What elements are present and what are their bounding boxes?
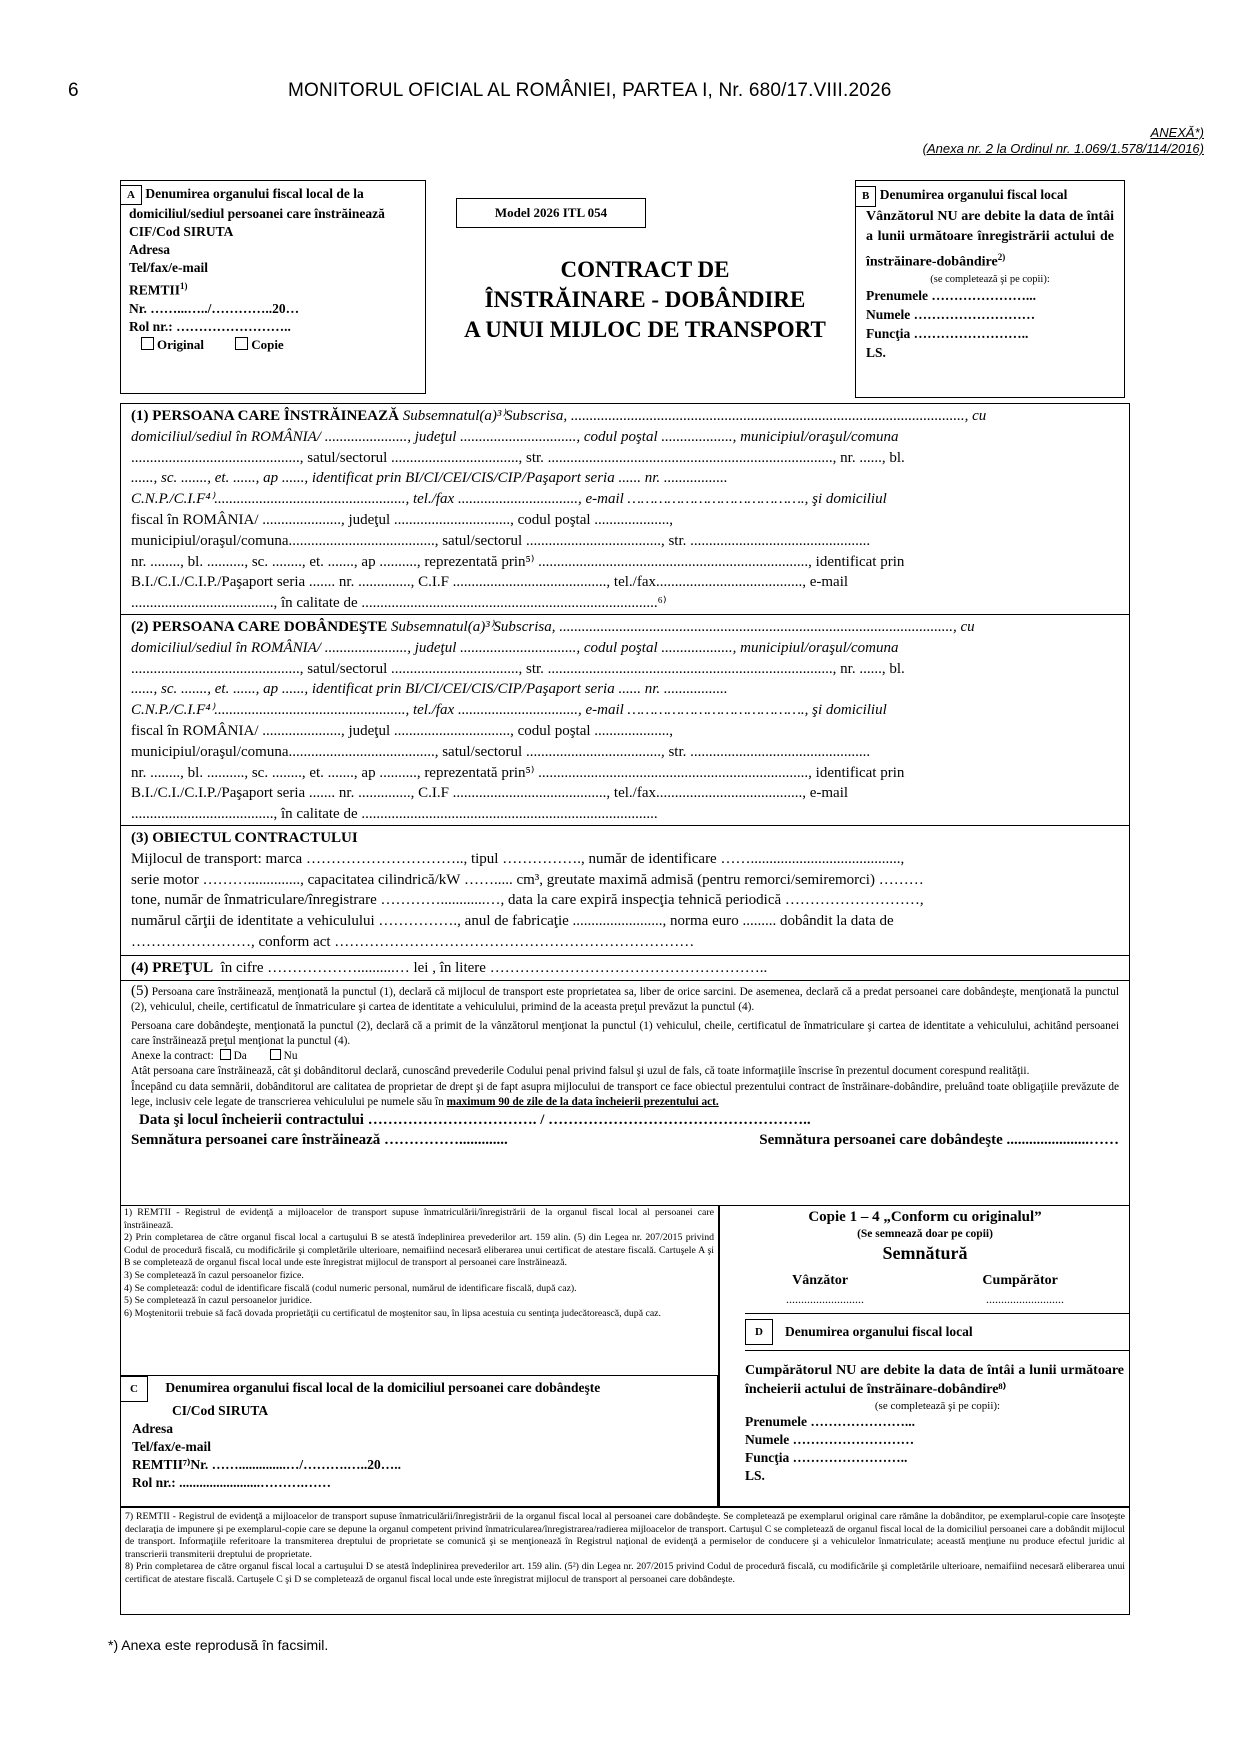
section-1-line-8: B.I./C.I./C.I.P./Paşaport seria ....... nr. .............., C.I.F ........................................., tel./fax......................................., e-mail (131, 574, 849, 591)
box-d-tag: D (745, 1319, 773, 1345)
box-d-note: (se completează şi pe copii): (874, 1400, 1001, 1412)
box-c-remtii: REMTII⁷⁾Nr. ……..............…/……….…..20….. (132, 1457, 401, 1472)
box-d-prenume: Prenumele …………………... (745, 1414, 915, 1429)
box-a-tel: Tel/fax/e-mail (129, 260, 208, 275)
anexe-label: Anexe la contract: (131, 1050, 214, 1063)
section-2-line-3: ......, sc. ......., et. ......, ap ......, identificat prin BI/CI/CEI/CIS/CIP/Paşaport seria ...... nr. ................. (131, 681, 728, 698)
title-line-3: A UNUI MIJLOC DE TRANSPORT (464, 317, 826, 342)
section-5-p4-bold: maximum 90 de zile de la data încheierii prezentului act. (446, 1096, 719, 1109)
footnote-7: 7) REMTII - Registrul de evidenţă a mijloacelor de transport supuse înmatriculării/înregistrării de la organul fiscal local al persoanei care dobândeşte. Se completează pe exemplarul original care rămâne la dobânditor, pe exemplarul-copie care însoţeşte declaraţia de impunere şi pe exemplarul-copie care se depune la organul competent privind înmatricularea/înregistrarea/radierea mijloacelor de transport. Cartuşul C se completează de organul fiscal local de la domiciliul persoanei care a dobândit mijlocul de transport. Informaţiile referitoare la transmiterea dreptului de proprietate se comunică şi se menţionează în Registrul naţional de evidenţă a permiselor de conducere şi a vehiculelor înmatriculate; această menţiune nu produce efectul juridic al transcrierii transmiterii dreptului de proprietate. (125, 1511, 1125, 1560)
copie-cumparator: Cumpărător (982, 1273, 1058, 1288)
box-d-text: Cumpărătorul NU are debite la data de întâi a lunii următoare încheierii actului de înstrăinare-dobândire⁸⁾ (745, 1363, 1124, 1397)
box-d-functia: Funcţia …………………….. (745, 1450, 908, 1465)
section-price (120, 955, 1130, 980)
section-1-heading: (1) PERSOANA CARE ÎNSTRĂINEAZĂ (131, 408, 399, 424)
box-c-ci: CI/Cod SIRUTA (172, 1403, 269, 1418)
section-buyer (120, 614, 1130, 825)
box-c-adresa: Adresa (132, 1421, 174, 1436)
copie-note: (Se semnează doar pe copii) (857, 1228, 993, 1240)
section-2-line-5: fiscal în ROMÂNIA/ ....................., judeţul ..............................., codul poştal ...................., (131, 722, 674, 739)
section-3-line-4: ……………………, conform act ……………………………………………………………… (131, 933, 695, 950)
copie-block (725, 1208, 1125, 1309)
box-a-cif: CIF/Cod SIRUTA (129, 224, 234, 239)
section-2-line-1: domiciliul/sediul în ROMÂNIA/ ......................, judeţul ..............................., codul poştal ..................., municipiul/oraşul/comuna (131, 639, 899, 656)
annex-reference (923, 125, 1204, 157)
section-2-text-0: Subsemnatul(a)³⁾Subscrisa, ........................................................................................................., cu (391, 619, 975, 635)
annex-order: (Anexa nr. 2 la Ordinul nr. 1.069/1.578/114/2016) (922, 141, 1204, 156)
section-2-line-9: ......................................, în calitate de ............................................................................... (131, 806, 658, 823)
box-c-heading: Denumirea organului fiscal local de la domiciliul persoanei care dobândeşte (165, 1380, 601, 1395)
box-b-seller-debts (855, 180, 1125, 398)
box-b-ls: LS. (866, 344, 886, 360)
model-label: Model 2026 ITL 054 (456, 198, 646, 228)
box-a-options (129, 336, 417, 354)
copie-label: Copie (251, 336, 284, 352)
section-3-line-1: serie motor ……….............., capacitatea cilindrică/kW ……..... cm³, greutate maximă admisă (pentru remorci/semiremorci) ……… (131, 871, 924, 888)
section-2-line-2: ............................................., satul/sectorul .................................., str. ............................................................................, nr. ......, bl. (131, 660, 905, 677)
semnatura-dobanditor: Semnătura persoanei care dobândeşte ......................…… (759, 1132, 1119, 1149)
box-a-nr: Nr. ……...…../…………..20… (129, 300, 300, 316)
footnote-2: 2) Prin completarea de către organul fiscal local a cartuşului B se atestă îndeplinirea prevederilor art. 159 alin. (5) din Legea nr. 207/2015 privind Codul de procedură fiscală, cu modificările şi completările ulterioare, nemaifiind necesară eliberarea unui certificat de atestare fiscală. Cartuşele A şi B se completează de organul fiscal local unde este înregistrat mijlocul de transport al persoanei care înstrăinează. (124, 1232, 714, 1269)
section-1-line-5: fiscal în ROMÂNIA/ ....................., judeţul ..............................., codul poştal ...................., (131, 511, 674, 528)
section-4-text: în cifre ………………..........… lei , în litere ……………………………………………….. (220, 960, 768, 976)
signatures-line (131, 1130, 1119, 1150)
page-header-title: MONITORUL OFICIAL AL ROMÂNIEI, PARTEA I, Nr. 680/17.VIII.2026 (288, 80, 892, 101)
anexe-nu-checkbox[interactable] (270, 1049, 281, 1060)
section-1-line-4: C.N.P./C.I.F⁴⁾..................................................., tel./fax ................................, e-mail …………………………………., şi domiciliul (131, 491, 887, 508)
box-d-buyer-debts (745, 1313, 1130, 1507)
section-1-line-9: ......................................, în calitate de ...............................................................................⁶⁾ (131, 595, 667, 612)
box-d-numele: Numele ……………………… (745, 1432, 915, 1447)
copie-signers (725, 1271, 1125, 1290)
document-title (430, 255, 860, 345)
footnotes-bottom (120, 1507, 1130, 1615)
anexe-da-label: Da (233, 1050, 247, 1063)
section-2-line-6: municipiul/oraşul/comuna......................................., satul/sectorul ...................................., str. ................................................ (131, 743, 871, 760)
title-line-2: ÎNSTRĂINARE - DOBÂNDIRE (484, 287, 806, 312)
box-b-text: Vânzătorul NU are debite la data de întâi a lunii următoare înregistrării actului de înstrăinare-dobândire$^{2)}$ (866, 209, 1114, 270)
lower-divider (718, 1205, 720, 1507)
copie-vanzator: Vânzător (792, 1273, 849, 1288)
section-2-line-0 (131, 617, 1119, 638)
section-3-line-0: Mijlocul de transport: marca ………………………….., tipul ……………., număr de identificare ……........................................, (131, 850, 905, 867)
copie-checkbox[interactable] (235, 337, 248, 350)
box-b-prenume: Prenumele …………………... (866, 287, 1036, 303)
box-c-tag: C (120, 1376, 148, 1402)
box-d-heading: Denumirea organului fiscal local (784, 1324, 973, 1339)
copie-sign-lines (725, 1290, 1125, 1309)
section-5-p1 (131, 984, 1119, 1016)
section-object (120, 825, 1130, 955)
box-a-remtii-label: REMTII (129, 282, 181, 298)
section-5-p4 (131, 1080, 1119, 1111)
page-number: 6 (68, 80, 79, 101)
section-5-p2: Persoana care dobândeşte, menţionată la punctul (2), declară că a primit de la vânzătorul menţionat la punctul (1) vehiculul, cheile, certificatul de înmatriculare şi cartea de identitate a vehiculului, achitând persoanei care înstrăinează preţul menţionat la punctul (4). (131, 1019, 1119, 1047)
copie-title: Copie 1 – 4 „Conform cu originalul” (808, 1209, 1042, 1225)
copie-semnatura: Semnătură (882, 1243, 968, 1263)
copie-cumparator-dots: .......................... (986, 1292, 1064, 1306)
section-1-line-2: ............................................., satul/sectorul .................................., str. ............................................................................, nr. ......, bl. (131, 449, 905, 466)
section-1-line-0 (131, 406, 1119, 427)
footnote-1: 1) REMTII - Registrul de evidenţă a mijloacelor de transport supuse înmatriculării/înregistrării de la organul fiscal local al persoanei care înstrăinează. (124, 1207, 714, 1231)
anexe-da-checkbox[interactable] (220, 1049, 231, 1060)
section-5-p1-text: Persoana care înstrăinează, menţionată la punctul (1), declară că mijlocul de transport este proprietatea sa, liber de orice sarcini. De asemenea, declară că a predat persoanei care dobândeşte, menţionată la punctul (2), vehiculul, cheile, certificatul de înmatriculare şi cartea de identitate a vehiculului, primind de la aceasta preţul prevăzut la punctul (4). (131, 986, 1119, 1014)
section-1-line-3: ......, sc. ......., et. ......, ap ......, identificat prin BI/CI/CEI/CIS/CIP/Paşaport seria ...... nr. ................. (131, 470, 728, 487)
footnote-3: 3) Se completează în cazul persoanelor fizice. (124, 1269, 304, 1281)
box-b-tag: B (855, 186, 876, 207)
section-4-heading: (4) PREŢUL (131, 960, 214, 976)
box-d-heading-row (745, 1313, 1130, 1351)
box-a-adresa: Adresa (129, 242, 171, 257)
section-3-line-3: numărul cărţii de identitate a vehiculului ……………., anul de fabricaţie ........................, norma euro ......... dobândit la data de (131, 913, 894, 930)
section-2-line-7: nr. ........, bl. .........., sc. ........, et. ......., ap .........., reprezentată prin⁵⁾ ........................................................................, identificat prin (131, 764, 905, 781)
section-5-p3: Atât persoana care înstrăinează, cât şi dobânditorul declară, cunoscând prevederile Codului penal privind falsul şi uzul de fals, că toate informaţiile înscrise în prezentul document corespund realităţii. (131, 1065, 1030, 1078)
section-3-line-2: tone, număr de înmatriculare/înregistrare …………............…, data la care expiră inspecţia tehnică periodică ………………………, (131, 892, 924, 909)
section-5-p4-text: Începând cu data semnării, dobânditorul are calitatea de proprietar de drept şi de fapt asupra mijlocului de transport ce face obiectul prezentului contract de înstrăinare-dobândire, preluând toate obligaţiile prevăzute de lege, inclusiv cele legate de transcrierea vehiculului pe numele său în (131, 1080, 1119, 1109)
box-a-remtii: REMTII$^{1)}$ (129, 281, 188, 298)
box-d-ls: LS. (745, 1468, 765, 1483)
box-c-heading-row (132, 1379, 705, 1402)
box-b-functia: Funcţia …………………….. (866, 325, 1029, 341)
section-1-line-1: domiciliul/sediul în ROMÂNIA/ ......................, judeţul ..............................., codul poştal ..................., municipiul/oraşul/comuna (131, 428, 899, 445)
box-a-heading-row (129, 185, 417, 223)
section-2-heading: (2) PERSOANA CARE DOBÂNDEŞTE (131, 619, 388, 635)
title-line-1: CONTRACT DE (560, 257, 730, 282)
footnote-8: 8) Prin completarea de către organul fiscal local a cartuşului D se atestă îndeplinirea prevederilor art. 159 alin. (5²) din Legea nr. 207/2015 privind Codul de procedură fiscală, cu modificările şi completările ulterioare, nemaifiind necesară eliberarea unui certificat de atestare fiscală. Cartuşele C şi D se completează de organul fiscal local unde este înregistrat mijlocul de transport al persoanei care dobândeşte. (125, 1561, 1125, 1585)
box-b-text-content: Vânzătorul NU are debite la data de întâi a lunii următoare înregistrării actului de înstrăinare-dobândire (866, 209, 1114, 270)
section-5-num: (5) (131, 983, 149, 999)
box-a-heading: Denumirea organului fiscal local de la domiciliul/sediul persoanei care înstrăinează (129, 186, 385, 221)
data-loc-line: Data şi locul încheierii contractului ……………………………. / …………………………………………….. (139, 1112, 811, 1129)
box-c-buyer-tax-office (120, 1375, 718, 1507)
section-seller (120, 403, 1130, 614)
box-c-tel: Tel/fax/e-mail (132, 1439, 211, 1454)
footnote-6: 6) Moştenitorii trebuie să facă dovada proprietăţii cu certificatul de moştenitor sau, în lipsa acestuia cu sentinţa judecătorească, după caz. (124, 1307, 661, 1319)
box-a-rol: Rol nr.: …………………….. (129, 318, 291, 334)
box-c-rol: Rol nr.: ........................……….…… (132, 1475, 332, 1490)
footnote-4: 4) Se completează: codul de identificare fiscală (codul numeric personal, numărul de identificare fiscală, după caz). (124, 1282, 577, 1294)
footnotes-left (124, 1207, 714, 1320)
box-b-heading-row (862, 185, 1114, 207)
box-a-tag: A (120, 185, 142, 205)
box-b-numele: Numele ……………………… (866, 306, 1036, 322)
copie-vanzator-dots: .......................... (786, 1292, 864, 1306)
original-checkbox[interactable] (141, 337, 154, 350)
anexe-nu-label: Nu (283, 1050, 298, 1063)
section-2-line-8: B.I./C.I./C.I.P./Paşaport seria ....... nr. .............., C.I.F ........................................., tel./fax......................................., e-mail (131, 785, 849, 802)
annex-label: ANEXĂ*) (1150, 125, 1204, 140)
section-2-line-4: C.N.P./C.I.F⁴⁾..................................................., tel./fax ................................, e-mail …………………………………., şi domiciliul (131, 702, 887, 719)
facsimil-note: *) Anexa este reprodusă în facsimil. (108, 1637, 329, 1653)
section-declarations (120, 980, 1130, 1205)
box-b-note: (se completează şi pe copii): (930, 273, 1050, 285)
box-b-heading: Denumirea organului fiscal local (879, 187, 1068, 202)
section-1-text-0: Subsemnatul(a)³⁾Subscrisa, ........................................................................................................., cu (402, 408, 987, 424)
section-1-line-6: municipiul/oraşul/comuna......................................., satul/sectorul ...................................., str. ................................................ (131, 532, 871, 549)
box-a-seller-tax-office (120, 180, 426, 394)
section-5-anexe (131, 1049, 1119, 1064)
original-label: Original (157, 336, 204, 352)
semnatura-instrainator: Semnătura persoanei care înstrăinează ……………............. (131, 1132, 508, 1149)
footnote-5: 5) Se completează în cazul persoanelor juridice. (124, 1295, 312, 1307)
section-1-line-7: nr. ........, bl. .........., sc. ........, et. ......., ap .........., reprezentată prin⁵⁾ ........................................................................, identificat prin (131, 553, 905, 570)
section-3-heading: (3) OBIECTUL CONTRACTULUI (131, 830, 358, 846)
